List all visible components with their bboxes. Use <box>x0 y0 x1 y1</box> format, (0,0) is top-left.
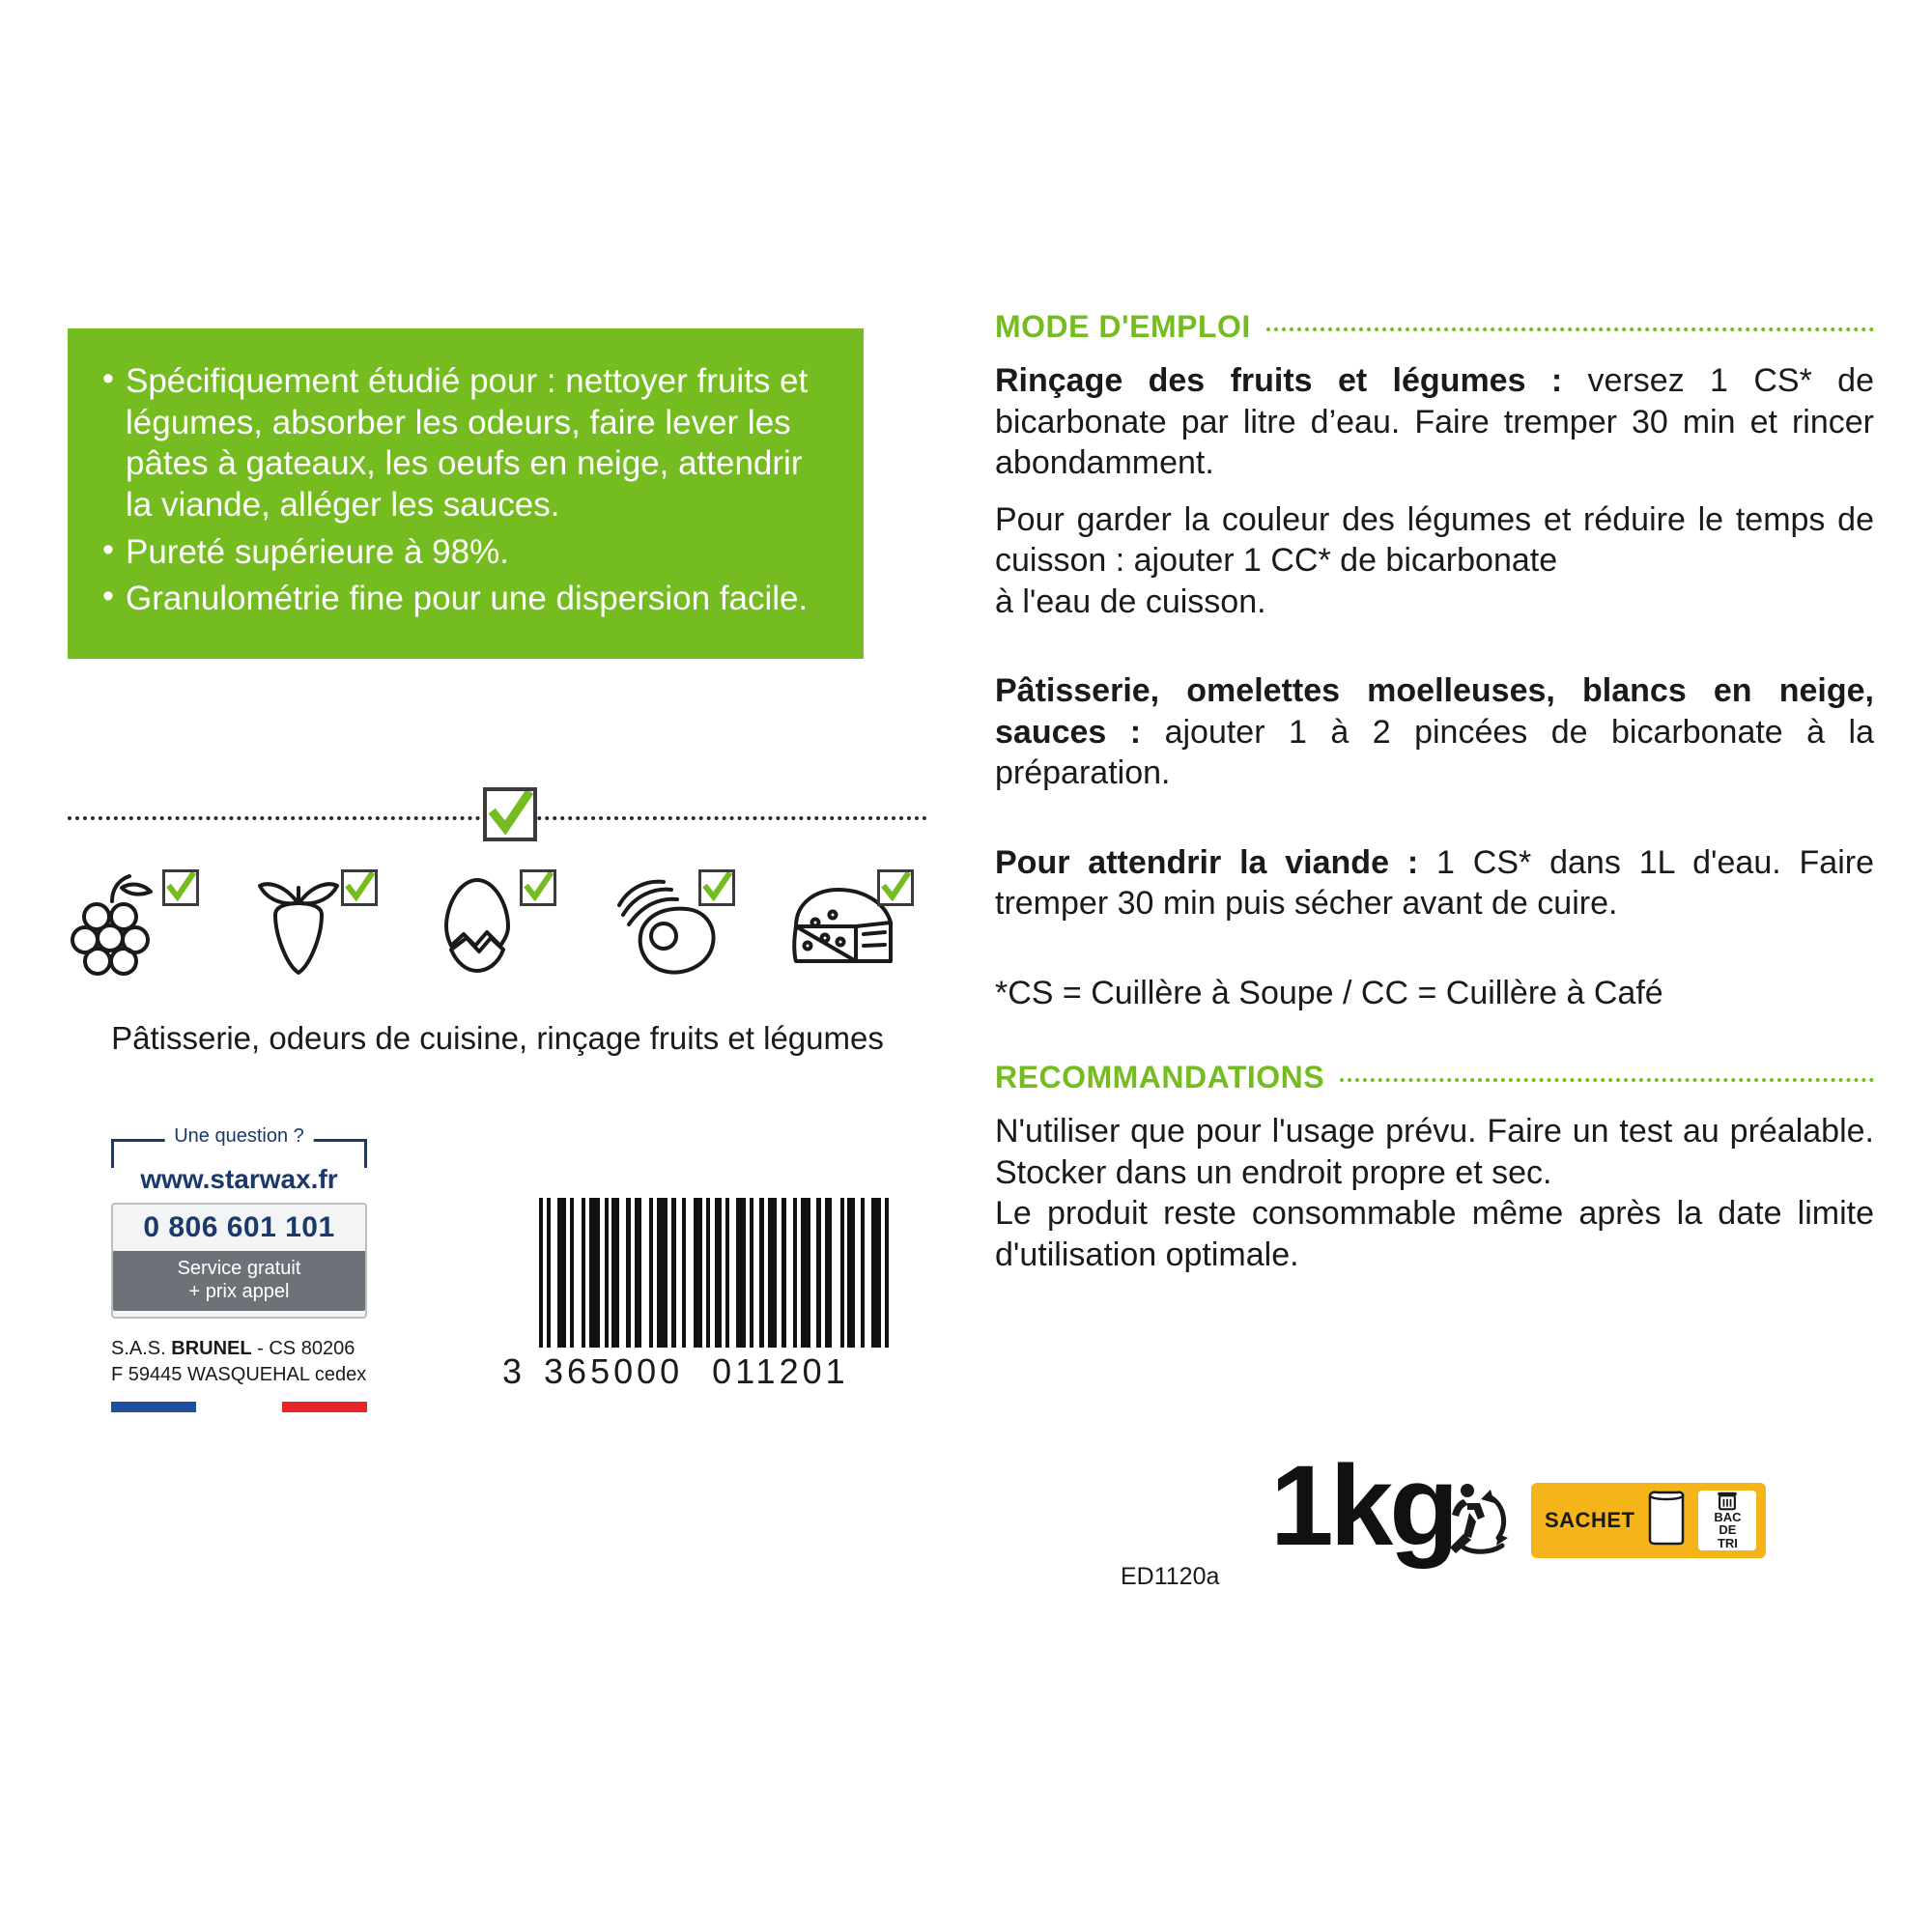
website-link[interactable]: www.starwax.fr <box>140 1164 338 1194</box>
rule-right <box>309 1139 367 1142</box>
features-list <box>100 361 825 620</box>
recommendations-heading <box>995 1060 1874 1095</box>
instructions-water-text: à l'eau de cuisson. <box>995 582 1266 620</box>
left-column <box>68 328 927 659</box>
heading-rule <box>1266 327 1874 331</box>
feature-bullet: • Spécifiquement étudié pour : nettoyer fruits et légumes, absorber les odeurs, faire lever les pâtes à gateaux, les oeufs en neige, attendrir la viande, alléger les sauces. <box>100 361 825 526</box>
check-icon <box>698 869 735 906</box>
rule-left-vertical <box>111 1139 114 1168</box>
spacer <box>995 1013 1874 1060</box>
beetroot-icon <box>246 872 353 985</box>
barcode-lead-digit: 3 <box>502 1351 524 1391</box>
heading-rule <box>1340 1078 1874 1082</box>
net-weight: 1kg <box>1270 1442 1456 1570</box>
phone-box <box>111 1203 367 1319</box>
instructions-heading <box>995 309 1874 345</box>
recommendations-heading-label: RECOMMANDATIONS <box>995 1060 1325 1094</box>
recommendations-paragraph-2: Le produit reste consommable même après la date limite d'utilisation optimale. <box>995 1195 1874 1273</box>
usage-icon-row <box>68 869 927 985</box>
spacer <box>995 794 1874 827</box>
barcode-bars <box>539 1198 889 1348</box>
instructions-meat-title: Pour attendrir la viande : <box>995 843 1419 881</box>
instructions-block-pastry <box>995 670 1874 794</box>
check-icon <box>520 869 556 906</box>
instructions-color-text: Pour garder la couleur des légumes et réduire le temps de cuisson : ajouter 1 CC* de bicarbonate <box>995 500 1874 579</box>
usage-icon-beetroot <box>246 869 391 985</box>
usage-icon-grapes <box>68 869 213 985</box>
pouch-icon <box>1644 1489 1689 1551</box>
company-prefix: S.A.S. <box>111 1338 172 1359</box>
instructions-block-color <box>995 499 1874 582</box>
instructions-footnote: *CS = Cuillère à Soupe / CC = Cuillère à Café <box>995 974 1663 1011</box>
instructions-block-water <box>995 582 1874 623</box>
phone-note-line1: Service gratuit <box>177 1258 301 1279</box>
feature-bullet: • Pureté supérieure à 98%. <box>100 532 825 574</box>
instructions-block-meat <box>995 842 1874 924</box>
usage-icon-egg <box>425 869 570 985</box>
bac-de-tri-icon <box>1698 1491 1756 1550</box>
instructions-block-rinse <box>995 360 1874 484</box>
instructions-rinse-title: Rinçage des fruits et légumes : <box>995 362 1563 399</box>
barcode-digits <box>502 1351 889 1392</box>
right-column <box>995 309 1874 1275</box>
phone-note-line2: + prix appel <box>188 1281 290 1302</box>
spacer <box>995 924 1874 957</box>
instructions-rinse-text: versez 1 CS* de bicarbonate par litre d’eau. Faire tremper 30 min et rincer abondamment. <box>995 362 1874 481</box>
contact-block <box>111 1125 367 1412</box>
recycling-block <box>1435 1478 1766 1562</box>
french-flag-icon <box>111 1402 367 1412</box>
feature-bullet: • Granulométrie fine pour une dispersion facile. <box>100 579 825 620</box>
instructions-pastry-text: ajouter 1 à 2 pincées de bicarbonate à la préparation. <box>995 713 1874 791</box>
instructions-pastry-title: Pâtisserie, omelettes moelleuses, blancs en neige, sauces : <box>995 672 1874 751</box>
barcode <box>502 1198 889 1392</box>
company-line-2: F 59445 WASQUEHAL cedex <box>111 1364 367 1385</box>
check-icon <box>341 869 378 906</box>
rule-left <box>111 1139 169 1142</box>
features-box <box>68 328 864 659</box>
cracked-egg-icon <box>425 872 531 985</box>
company-suffix: - CS 80206 <box>251 1338 355 1359</box>
spacer <box>995 622 1874 655</box>
usage-icons-caption: Pâtisserie, odeurs de cuisine, rinçage fruits et légumes <box>111 1020 884 1056</box>
grapes-icon <box>68 872 174 985</box>
triman-icon <box>1435 1478 1514 1562</box>
instructions-meat-text: 1 CS* dans 1L d'eau. Faire tremper 30 min puis sécher avant de cuire. <box>995 843 1874 922</box>
barcode-group-right: 011201 <box>712 1351 849 1391</box>
rule-right-vertical <box>364 1139 367 1168</box>
bac-line-2: DE <box>1719 1522 1737 1538</box>
question-label: Une question ? <box>164 1125 314 1148</box>
recommendations-paragraph-1: N'utiliser que pour l'usage prévu. Faire un test au préalable. Stocker dans un endroit propre et sec. <box>995 1113 1874 1191</box>
reference-code: ED1120a <box>1121 1563 1220 1590</box>
company-address <box>111 1336 367 1388</box>
usage-icon-bread <box>782 869 927 985</box>
check-icon <box>877 869 914 906</box>
flag-red <box>282 1402 367 1412</box>
instructions-heading-label: MODE D'EMPLOI <box>995 309 1251 344</box>
flag-blue <box>111 1402 196 1412</box>
sachet-badge <box>1531 1483 1766 1558</box>
bac-de-tri-text <box>1714 1511 1741 1550</box>
phone-number[interactable]: 0 806 601 101 <box>143 1211 335 1243</box>
company-line-1 <box>111 1336 367 1362</box>
barcode-group-left: 365000 <box>544 1351 684 1391</box>
bac-line-3: TRI <box>1717 1535 1738 1550</box>
phone-note <box>113 1251 365 1311</box>
check-icon <box>162 869 199 906</box>
question-label-row <box>111 1125 367 1154</box>
usage-icon-meat <box>604 869 749 985</box>
company-name: BRUNEL <box>171 1338 252 1359</box>
checkmark-icon <box>483 787 537 841</box>
sachet-label: SACHET <box>1545 1507 1635 1532</box>
flag-white <box>196 1402 282 1412</box>
bac-line-1: BAC <box>1714 1509 1742 1524</box>
